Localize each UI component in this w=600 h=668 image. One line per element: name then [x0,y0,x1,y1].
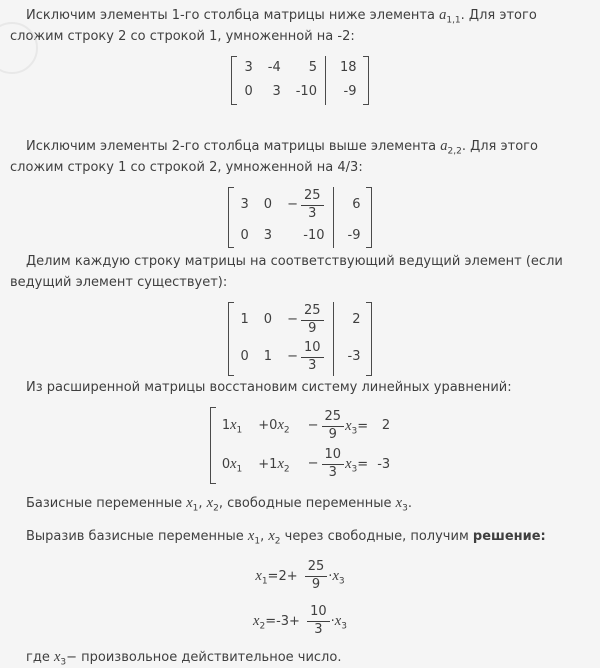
matrix-row [234,187,367,224]
fraction [322,410,345,443]
subscript: 3 [338,576,345,587]
matrix-cell: -10 [303,227,325,243]
equation-system [210,407,390,485]
paragraph-eliminate-col2 [10,137,590,179]
minus-sign: − [307,456,319,472]
numerator: 10 [322,448,345,465]
solution-equation-2 [10,605,590,638]
matrix-2 [228,187,373,249]
subscript: 1 [261,576,268,587]
subscript: 2 [213,503,219,514]
matrix-cell: 0 [240,348,249,364]
paragraph-basic-free-vars [10,494,590,515]
subscript: 2 [259,621,266,632]
subscript: 1 [236,464,243,475]
paragraph-restore-system: Из расширенной матрицы восстановим систему линейных уравнений: [26,379,512,395]
matrix-row [234,224,367,249]
matrix-row [237,56,362,81]
denominator: 9 [308,320,317,336]
math-var-x: x [332,567,339,584]
text: , [260,529,269,545]
math-var-x: x [334,612,342,629]
right-hand-side: -3 [377,456,391,472]
fraction [301,304,324,337]
coefficient: +1 [258,456,278,472]
matrix-cell: 3 [272,84,281,100]
numerator: 10 [307,605,330,622]
minus-sign: − [287,348,298,364]
subscript: 1 [236,425,243,436]
math-var-x: x [247,528,255,545]
numerator: 25 [301,189,324,206]
system-term [258,407,307,446]
numerator: 25 [322,410,345,427]
matrix-cell: 0 [263,196,273,212]
denominator: 9 [328,426,337,442]
matrix-cell: 1 [263,348,273,364]
matrix-1 [231,56,368,106]
numerator: 25 [301,304,324,321]
fraction [305,560,328,593]
text: Базисные переменные [26,496,187,512]
math-var-x: x [53,648,61,665]
subscript: 1 [254,536,261,547]
right-hand-side: 2 [381,417,391,433]
subscript: 2 [283,464,290,475]
multiplication-dot: · [330,613,335,629]
fraction [301,189,324,222]
subscript: 3 [351,426,358,437]
system-row [216,407,390,446]
matrix-cell: 0 [244,84,253,100]
coefficient: 0 [221,456,231,472]
matrix-block-2 [10,187,590,249]
matrix-cell-augmented: 6 [333,187,366,224]
matrix-cell [277,339,333,376]
matrix-cell-augmented: 2 [333,302,366,339]
text: . Для этого сложим строку 2 со строкой 1, умноженной на -2: [10,8,537,44]
denominator: 3 [308,357,317,373]
subscript: 2,2 [447,146,462,157]
math-var-a: a [439,7,447,23]
subscript: 1 [192,503,199,514]
text: , свободные переменные [218,496,396,512]
matrix-cell: 0 [263,312,273,328]
denominator: 3 [328,465,337,481]
subscript: 3 [351,465,358,475]
coefficient: +0 [258,417,278,433]
system-term [308,407,369,446]
math-var-x: x [345,456,352,473]
text: Исключим элементы 2-го столбца матрицы выше элемента [26,139,441,155]
minus-sign: − [287,196,298,212]
matrix-cell: 0 [240,227,249,243]
matrix-cell: -10 [295,84,317,100]
paragraph-eliminate-col1 [10,6,590,48]
text: − произвольное действительное число. [66,649,342,665]
math-var-x: x [268,528,275,545]
subscript: 3 [341,621,347,632]
minus-sign: − [307,417,319,433]
text: . Для этого сложим строку 1 со строкой 2, умноженной на 4/3: [10,139,538,175]
denominator: 3 [314,621,323,637]
math-var-x: x [253,612,260,629]
math-var-x: x [206,495,214,512]
fraction [307,605,330,638]
subscript: 1,1 [446,15,461,26]
numerator: 25 [305,560,328,577]
solution-label: решение: [472,529,546,545]
subscript: 2 [274,536,281,547]
matrix-cell-augmented: -9 [333,224,366,249]
equals-sign: = [357,457,369,473]
matrix-cell [277,187,333,224]
paragraph-arbitrary-number [10,648,590,668]
matrix-cell-augmented: -9 [325,80,362,105]
text: где [26,649,54,665]
matrix-block-1 [10,56,590,106]
fraction [301,341,324,374]
solution-equation-1 [10,560,590,593]
math-var-x: x [186,495,193,512]
system-row [216,445,390,484]
matrix-cell: 3 [244,59,253,75]
system-term [216,407,258,446]
subscript: 2 [283,425,290,436]
matrix-cell-augmented: -3 [333,339,366,376]
right-bracket-icon [363,56,369,106]
right-bracket-icon [366,302,372,376]
coefficient: 1 [221,417,231,433]
text: Выразив базисные переменные [26,529,248,545]
math-var-x: x [230,416,237,433]
subscript: 3 [402,503,408,514]
matrix-cell: 5 [308,59,317,75]
matrix-row [237,80,362,105]
text: . [407,496,412,512]
matrix-cell: 3 [240,196,249,212]
math-var-x: x [255,567,262,584]
right-bracket-icon [366,187,372,249]
system-term [308,445,369,484]
matrix-3 [228,302,373,376]
fraction [322,448,345,481]
paragraph-express-solution [10,527,590,548]
numerator: 10 [301,341,324,358]
math-var-x: x [277,416,284,433]
denominator: 9 [311,576,321,592]
multiplication-dot: · [328,568,333,584]
minus-sign: − [287,312,298,328]
denominator: 3 [308,205,317,221]
matrix-cell [277,302,333,339]
paragraph-divide-rows: Делим каждую строку матрицы на соответствующий ведущий элемент (если ведущий элемент существует): [10,254,563,291]
math-var-x: x [277,455,284,472]
text: Исключим элементы 1-го столбца матрицы ниже элемента [26,8,440,23]
math-var-a: a [440,138,448,155]
matrix-cell: 3 [263,227,273,243]
matrix-cell: -4 [267,59,281,75]
subscript: 3 [60,657,67,668]
math-var-x: x [345,417,352,434]
matrix-block-3 [10,302,590,376]
text: =2+ [267,568,302,584]
math-var-x: x [395,495,403,512]
text: =-3+ [265,613,305,629]
equation-system-block [10,407,590,485]
system-term [258,445,307,484]
text: через свободные, получим [280,529,473,545]
matrix-cell-augmented: 18 [325,56,362,81]
text: , [198,496,207,512]
math-var-x: x [230,455,237,472]
equals-sign: = [357,418,369,434]
system-term [216,445,258,484]
matrix-cell: 1 [240,312,249,328]
matrix-row [234,339,367,376]
matrix-row [234,302,367,339]
